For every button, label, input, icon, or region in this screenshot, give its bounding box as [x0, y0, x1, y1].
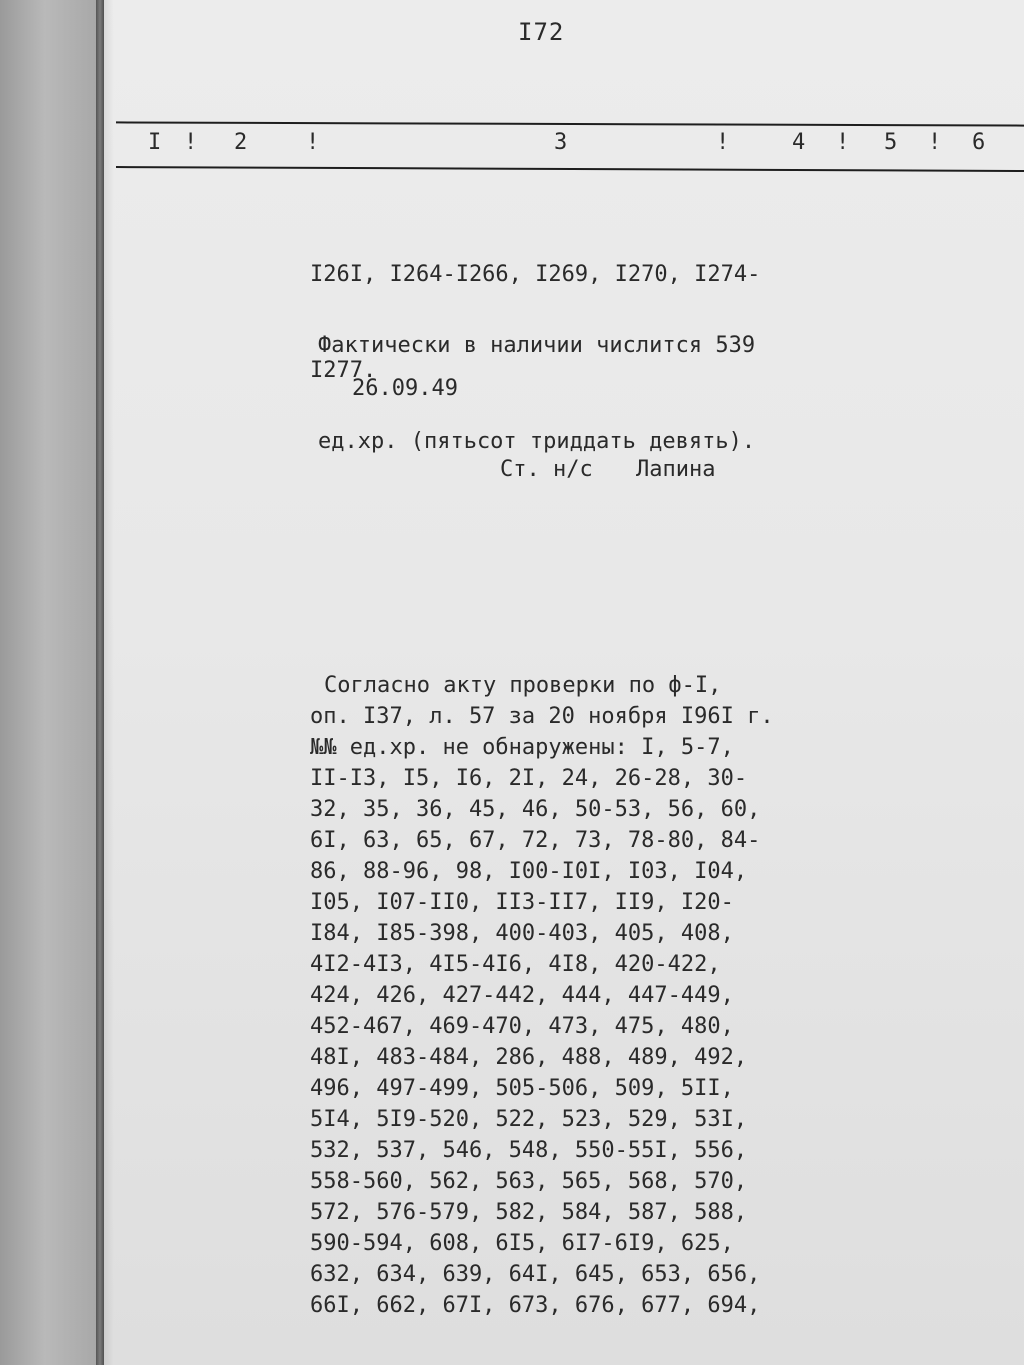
text-line: II-I3, I5, I6, 2I, 24, 26-28, 30- — [310, 766, 748, 791]
column-header-1: I — [148, 130, 162, 155]
verification-text — [310, 670, 870, 1321]
text-line: 496, 497-499, 505-506, 509, 5II, — [310, 1076, 734, 1101]
text-line: 558-560, 562, 563, 565, 568, 570, — [310, 1169, 748, 1194]
column-separator: ! — [836, 130, 850, 155]
column-separator: ! — [716, 130, 730, 155]
text-line: Согласно акту проверки по ф-I, — [324, 673, 722, 698]
text-line: 632, 634, 639, 64I, 645, 653, 656, — [310, 1262, 761, 1287]
text-line: оп. I37, л. 57 за 20 ноября I96I г. — [310, 704, 774, 729]
text-line: I84, I85-398, 400-403, 405, 408, — [310, 921, 734, 946]
top-rule — [116, 121, 1024, 126]
book-spine — [96, 0, 104, 1365]
left-page-edge — [0, 0, 100, 1365]
signer-title: Ст. н/с — [500, 457, 593, 482]
bottom-rule — [116, 166, 1024, 172]
text-line: 532, 537, 546, 548, 550-55I, 556, — [310, 1138, 748, 1163]
page-fold-shadow — [104, 0, 114, 1365]
text-line: 48I, 483-484, 286, 488, 489, 492, — [310, 1045, 748, 1070]
text-line: 424, 426, 427-442, 444, 447-449, — [310, 983, 734, 1008]
text-line: ед.хр. (пятьсот триддать девять). — [318, 429, 756, 454]
text-line: 4I2-4I3, 4I5-4I6, 4I8, 420-422, — [310, 952, 721, 977]
column-separator: ! — [184, 130, 198, 155]
text-line: 32, 35, 36, 45, 46, 50-53, 56, 60, — [310, 797, 761, 822]
text-line: I277. — [310, 358, 377, 383]
column-header-6: 6 — [972, 130, 986, 155]
column-separator: ! — [928, 130, 942, 155]
column-header-5: 5 — [884, 130, 898, 155]
text-line: 572, 576-579, 582, 584, 587, 588, — [310, 1200, 748, 1225]
column-header-3: 3 — [554, 130, 568, 155]
text-line: 86, 88-96, 98, I00-I0I, I03, I04, — [310, 859, 748, 884]
page-number: I72 — [518, 18, 565, 46]
column-header-2: 2 — [234, 130, 248, 155]
text-line: 590-594, 608, 6I5, 6I7-6I9, 625, — [310, 1231, 734, 1256]
text-line: 66I, 662, 67I, 673, 676, 677, 694, — [310, 1293, 761, 1318]
text-line: I05, I07-II0, II3-II7, II9, I20- — [310, 890, 734, 915]
document-page — [104, 0, 1024, 1365]
column-header-4: 4 — [792, 130, 806, 155]
text-line: Фактически в наличии числится 539 — [318, 333, 756, 358]
document-date: 26.09.49 — [352, 376, 458, 401]
text-line: 5I4, 5I9-520, 522, 523, 529, 53I, — [310, 1107, 748, 1132]
signer-name: Лапина — [636, 457, 716, 482]
text-line: I26I, I264-I266, I269, I270, I274- — [310, 262, 761, 287]
column-separator: ! — [306, 130, 320, 155]
text-line: №№ ед.хр. не обнаружены: I, 5-7, — [310, 735, 734, 760]
text-line: 6I, 63, 65, 67, 72, 73, 78-80, 84- — [310, 828, 761, 853]
text-line: 452-467, 469-470, 473, 475, 480, — [310, 1014, 734, 1039]
